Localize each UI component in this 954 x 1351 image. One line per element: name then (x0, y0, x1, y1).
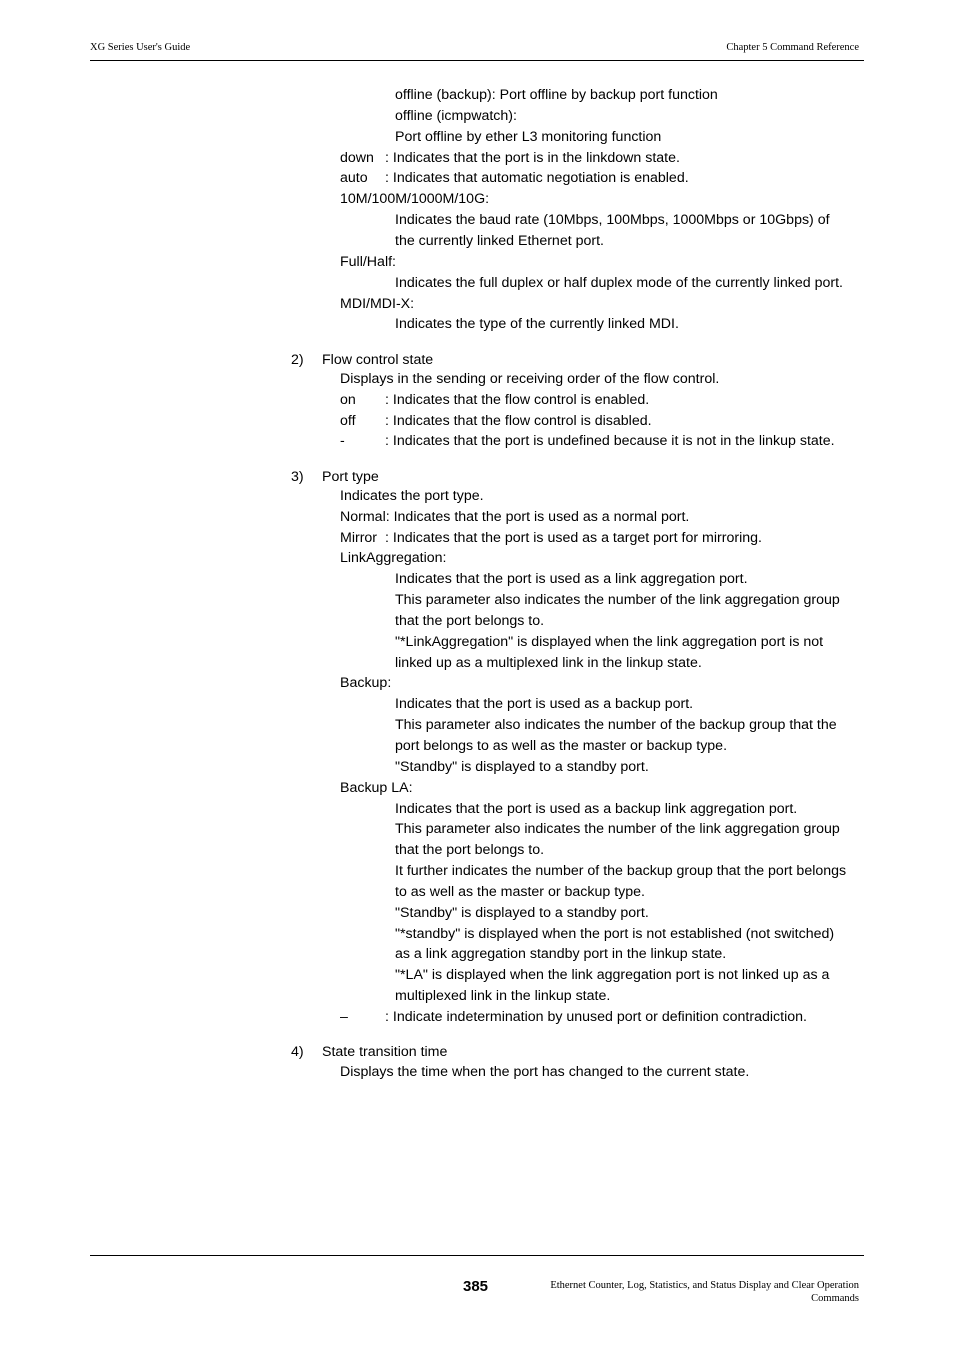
section-4-title: State transition time (322, 1044, 448, 1060)
running-header-left: XG Series User's Guide (90, 42, 191, 53)
offline-backup-line: offline (backup): Port offline by backup port function (395, 87, 718, 103)
running-footer (550, 1279, 859, 1305)
backupla-desc-4: It further indicates the number of the backup group that the port belongs (395, 863, 847, 879)
la-desc-2: This parameter also indicates the number of the link aggregation group (395, 592, 840, 608)
mdi-desc: Indicates the type of the currently linked MDI. (395, 316, 679, 332)
backup-desc-1: Indicates that the port is used as a backup port. (395, 696, 694, 712)
port-type-intro: Indicates the port type. (340, 488, 484, 504)
flow-dash-term: - (340, 433, 345, 449)
la-desc-1: Indicates that the port is used as a link aggregation port. (395, 571, 748, 587)
backup-desc-4: "Standby" is displayed to a standby port. (395, 759, 649, 775)
flow-on-term: on (340, 392, 356, 408)
speed-desc-2: the currently linked Ethernet port. (395, 233, 604, 249)
mirror-term: Mirror (340, 530, 378, 546)
section-3-title: Port type (322, 469, 379, 485)
flow-control-intro: Displays in the sending or receiving order of the flow control. (340, 371, 720, 387)
footer-rule (90, 1255, 864, 1256)
duplex-term: Full/Half: (340, 254, 396, 270)
running-footer-line-1: Ethernet Counter, Log, Statistics, and Status Display and Clear Operation (550, 1280, 859, 1291)
la-desc-3: that the port belongs to. (395, 613, 545, 629)
la-term: LinkAggregation: (340, 550, 447, 566)
state-transition-desc: Displays the time when the port has changed to the current state. (340, 1064, 750, 1080)
mirror-desc: : Indicates that the port is used as a target port for mirroring. (385, 530, 762, 546)
section-2-number: 2) (291, 352, 304, 368)
backupla-desc-5: to as well as the master or backup type. (395, 884, 645, 900)
section-2-title: Flow control state (322, 352, 434, 368)
backupla-desc-7: "*standby" is displayed when the port is not established (not switched) (395, 926, 835, 942)
backup-term: Backup: (340, 675, 392, 691)
running-footer-line-2: Commands (811, 1293, 859, 1304)
running-header-right: Chapter 5 Command Reference (726, 42, 859, 53)
la-desc-5: linked up as a multiplexed link in the linkup state. (395, 655, 702, 671)
page-number: 385 (463, 1278, 489, 1295)
down-term: down (340, 150, 374, 166)
la-desc-4: "*LinkAggregation" is displayed when the link aggregation port is not (395, 634, 824, 650)
flow-on-desc: : Indicates that the flow control is enabled. (385, 392, 650, 408)
backupla-desc-1: Indicates that the port is used as a backup link aggregation port. (395, 801, 798, 817)
mdi-term: MDI/MDI-X: (340, 296, 415, 312)
auto-term: auto (340, 170, 368, 186)
speed-desc-1: Indicates the baud rate (10Mbps, 100Mbps, 1000Mbps or 10Gbps) of (395, 212, 830, 228)
section-4-number: 4) (291, 1044, 304, 1060)
backupla-desc-3: that the port belongs to. (395, 842, 545, 858)
backupla-term: Backup LA: (340, 780, 413, 796)
header-rule (90, 60, 864, 61)
down-desc: : Indicates that the port is in the linkdown state. (385, 150, 680, 166)
endash-desc: : Indicate indetermination by unused port or definition contradiction. (385, 1009, 807, 1025)
backupla-desc-8: as a link aggregation standby port in the linkup state. (395, 946, 727, 962)
duplex-desc: Indicates the full duplex or half duplex mode of the currently linked port. (395, 275, 843, 291)
backup-desc-2: This parameter also indicates the number of the backup group that the (395, 717, 837, 733)
flow-off-desc: : Indicates that the flow control is disabled. (385, 413, 652, 429)
offline-icmpwatch-desc: Port offline by ether L3 monitoring function (395, 129, 662, 145)
backupla-desc-6: "Standby" is displayed to a standby port. (395, 905, 649, 921)
backupla-desc-2: This parameter also indicates the number of the link aggregation group (395, 821, 840, 837)
backup-desc-3: port belongs to as well as the master or backup type. (395, 738, 728, 754)
normal-line: Normal: Indicates that the port is used as a normal port. (340, 509, 690, 525)
backupla-desc-9: "*LA" is displayed when the link aggregation port is not linked up as a (395, 967, 830, 983)
section-3-number: 3) (291, 469, 304, 485)
flow-off-term: off (340, 413, 356, 429)
speed-term: 10M/100M/1000M/10G: (340, 191, 490, 207)
backupla-desc-10: multiplexed link in the linkup state. (395, 988, 611, 1004)
auto-desc: : Indicates that automatic negotiation is enabled. (385, 170, 689, 186)
flow-dash-desc: : Indicates that the port is undefined because it is not in the linkup state. (385, 433, 835, 449)
offline-icmpwatch-term: offline (icmpwatch): (395, 108, 517, 124)
endash-term: – (340, 1009, 348, 1025)
